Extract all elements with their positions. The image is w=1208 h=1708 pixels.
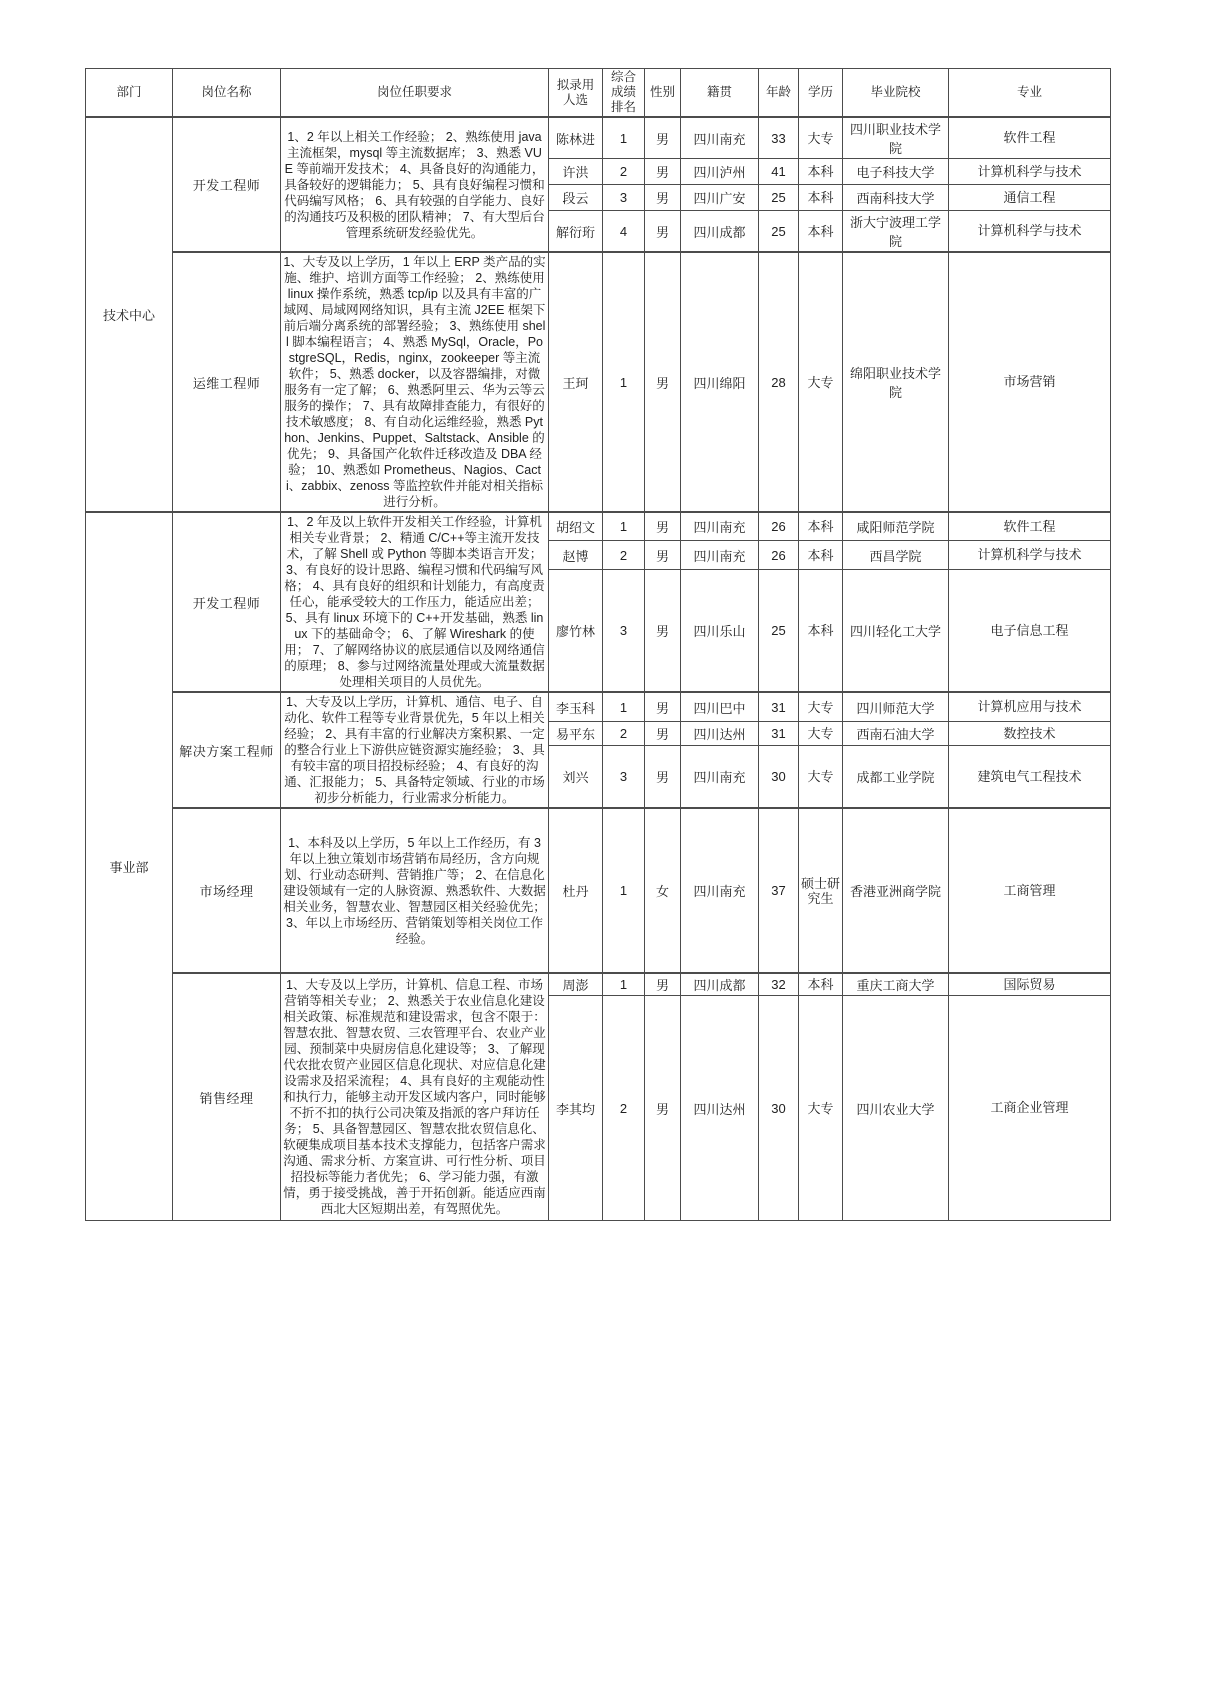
cell-hometown: 四川巴中 — [681, 692, 759, 722]
cell-major: 软件工程 — [949, 512, 1111, 541]
cell-requirements: 1、大专及以上学历，1 年以上 ERP 类产品的实施、维护、培训方面等工作经验； 2、熟练使用 linux 操作系统，熟悉 tcp/ip 以及具有丰富的广域网、局域网网络知识，具有主流 J2EE 框架下前后端分离系统的部署经验； 3、熟练使用 shell 脚本编程语言； 4、熟悉 MySql，Oracle，PostgreSQL，Redis，nginx，zookeeper 等主流软件； 5、熟悉 docker，以及容器编排，对微服务有一定了解； 6、熟悉阿里云、华为云等云服务的操作； 7、具有故障排查能力，有很好的技术敏感度； 8、有自动化运维经验，熟悉 Python、Jenkins、Puppet、Saltstack、Ansible 的优先； 9、具备国产化软件迁移改造及 DBA 经验； 10、熟悉如 Prometheus、Nagios、Cacti、zabbix、zenoss 等监控软件并能对相关指标进行分析。 — [281, 252, 549, 512]
table-row — [86, 973, 1111, 996]
cell-hometown: 四川达州 — [681, 722, 759, 746]
cell-position: 解决方案工程师 — [173, 692, 281, 808]
table-header-row — [86, 69, 1111, 118]
cell-rank: 3 — [603, 185, 645, 211]
cell-school: 香港亚洲商学院 — [843, 808, 949, 973]
cell-major: 工商企业管理 — [949, 996, 1111, 1221]
cell-gender: 男 — [645, 252, 681, 512]
cell-education: 本科 — [799, 541, 843, 570]
cell-rank: 3 — [603, 570, 645, 692]
cell-rank: 1 — [603, 252, 645, 512]
cell-hometown: 四川泸州 — [681, 159, 759, 185]
cell-candidate-name: 杜丹 — [549, 808, 603, 973]
cell-rank: 1 — [603, 117, 645, 159]
cell-gender: 男 — [645, 117, 681, 159]
cell-candidate-name: 李其均 — [549, 996, 603, 1221]
cell-school: 西南科技大学 — [843, 185, 949, 211]
cell-hometown: 四川南充 — [681, 541, 759, 570]
cell-requirements: 1、本科及以上学历，5 年以上工作经历，有 3 年以上独立策划市场营销布局经历，含方向规划、行业动态研判、营销推广等； 2、在信息化建设领域有一定的人脉资源、熟悉软件、大数据相关业务，智慧农业、智慧园区相关经验优先； 3、年以上市场经历、营销策划等相关岗位工作经验。 — [281, 808, 549, 973]
cell-education: 本科 — [799, 570, 843, 692]
cell-gender: 女 — [645, 808, 681, 973]
cell-position: 市场经理 — [173, 808, 281, 973]
col-header-rank: 综合成绩排名 — [603, 69, 645, 118]
cell-candidate-name: 王珂 — [549, 252, 603, 512]
cell-school: 四川农业大学 — [843, 996, 949, 1221]
cell-rank: 1 — [603, 512, 645, 541]
cell-education: 硕士研究生 — [799, 808, 843, 973]
cell-education: 本科 — [799, 512, 843, 541]
cell-age: 32 — [759, 973, 799, 996]
cell-gender: 男 — [645, 159, 681, 185]
cell-rank: 1 — [603, 692, 645, 722]
cell-major: 通信工程 — [949, 185, 1111, 211]
cell-education: 大专 — [799, 692, 843, 722]
cell-age: 41 — [759, 159, 799, 185]
cell-age: 28 — [759, 252, 799, 512]
cell-hometown: 四川乐山 — [681, 570, 759, 692]
col-header-department: 部门 — [86, 69, 173, 118]
cell-rank: 2 — [603, 541, 645, 570]
cell-school: 重庆工商大学 — [843, 973, 949, 996]
cell-gender: 男 — [645, 185, 681, 211]
cell-gender: 男 — [645, 541, 681, 570]
cell-gender: 男 — [645, 746, 681, 808]
col-header-hometown: 籍贯 — [681, 69, 759, 118]
cell-major: 计算机科学与技术 — [949, 159, 1111, 185]
cell-position: 销售经理 — [173, 973, 281, 1221]
cell-gender: 男 — [645, 570, 681, 692]
cell-school: 西南石油大学 — [843, 722, 949, 746]
cell-candidate-name: 段云 — [549, 185, 603, 211]
cell-position: 开发工程师 — [173, 117, 281, 252]
cell-school: 四川职业技术学院 — [843, 117, 949, 159]
cell-major: 数控技术 — [949, 722, 1111, 746]
cell-candidate-name: 周澎 — [549, 973, 603, 996]
cell-candidate-name: 李玉科 — [549, 692, 603, 722]
cell-requirements: 1、2 年以上相关工作经验； 2、熟练使用 java 主流框架，mysql 等主流数据库； 3、熟悉 VUE 等前端开发技术； 4、具备良好的沟通能力，具备较好的逻辑能力； 5、具有良好编程习惯和代码编写风格； 6、具有较强的自学能力、良好的沟通技巧及积极的团队精神； 7、有大型后台管理系统研发经验优先。 — [281, 117, 549, 252]
cell-hometown: 四川成都 — [681, 973, 759, 996]
cell-hometown: 四川绵阳 — [681, 252, 759, 512]
cell-age: 37 — [759, 808, 799, 973]
cell-major: 电子信息工程 — [949, 570, 1111, 692]
cell-gender: 男 — [645, 722, 681, 746]
cell-rank: 2 — [603, 159, 645, 185]
cell-requirements: 1、2 年及以上软件开发相关工作经验，计算机相关专业背景； 2、精通 C/C++等主流开发技术，了解 Shell 或 Python 等脚本类语言开发； 3、有良好的设计思路、编程习惯和代码编写风格； 4、具有良好的组织和计划能力，有高度责任心，能承受较大的工作压力，能适应出差； 5、具有 linux 环境下的 C++开发基础，熟悉 linux 下的基础命令； 6、了解 Wireshark 的使用； 7、了解网络协议的底层通信以及网络通信的原理； 8、参与过网络流量处理或大流量数据处理相关项目的人员优先。 — [281, 512, 549, 692]
cell-school: 电子科技大学 — [843, 159, 949, 185]
cell-major: 国际贸易 — [949, 973, 1111, 996]
cell-rank: 1 — [603, 973, 645, 996]
cell-candidate-name: 胡绍文 — [549, 512, 603, 541]
col-header-age: 年龄 — [759, 69, 799, 118]
cell-school: 四川师范大学 — [843, 692, 949, 722]
cell-major: 计算机应用与技术 — [949, 692, 1111, 722]
cell-candidate-name: 赵博 — [549, 541, 603, 570]
cell-candidate-name: 易平东 — [549, 722, 603, 746]
cell-education: 本科 — [799, 185, 843, 211]
cell-hometown: 四川南充 — [681, 746, 759, 808]
table-row — [86, 117, 1111, 159]
cell-major: 软件工程 — [949, 117, 1111, 159]
cell-education: 大专 — [799, 117, 843, 159]
table-row — [86, 808, 1111, 973]
cell-school: 绵阳职业技术学院 — [843, 252, 949, 512]
cell-education: 大专 — [799, 722, 843, 746]
col-header-gender: 性别 — [645, 69, 681, 118]
cell-major: 计算机科学与技术 — [949, 541, 1111, 570]
cell-age: 26 — [759, 512, 799, 541]
cell-age: 26 — [759, 541, 799, 570]
cell-major: 市场营销 — [949, 252, 1111, 512]
cell-candidate-name: 许洪 — [549, 159, 603, 185]
cell-age: 25 — [759, 185, 799, 211]
cell-education: 本科 — [799, 973, 843, 996]
cell-education: 大专 — [799, 996, 843, 1221]
cell-rank: 1 — [603, 808, 645, 973]
cell-gender: 男 — [645, 996, 681, 1221]
cell-rank: 4 — [603, 211, 645, 253]
cell-requirements: 1、大专及以上学历，计算机、通信、电子、自动化、软件工程等专业背景优先，5 年以上相关经验； 2、具有丰富的行业解决方案积累、一定的整合行业上下游供应链资源实施经验； 3、具有较丰富的项目招投标经验； 4、有良好的沟通、汇报能力； 5、具备特定领域、行业的市场初步分析能力，行业需求分析能力。 — [281, 692, 549, 808]
cell-hometown: 四川南充 — [681, 512, 759, 541]
cell-position: 运维工程师 — [173, 252, 281, 512]
table-row — [86, 252, 1111, 512]
cell-gender: 男 — [645, 973, 681, 996]
col-header-major: 专业 — [949, 69, 1111, 118]
cell-hometown: 四川南充 — [681, 808, 759, 973]
col-header-requirements: 岗位任职要求 — [281, 69, 549, 118]
cell-age: 25 — [759, 570, 799, 692]
cell-age: 31 — [759, 722, 799, 746]
cell-major: 建筑电气工程技术 — [949, 746, 1111, 808]
col-header-school: 毕业院校 — [843, 69, 949, 118]
cell-major: 计算机科学与技术 — [949, 211, 1111, 253]
cell-gender: 男 — [645, 692, 681, 722]
cell-department: 技术中心 — [86, 117, 173, 512]
cell-education: 本科 — [799, 211, 843, 253]
cell-school: 四川轻化工大学 — [843, 570, 949, 692]
cell-school: 浙大宁波理工学院 — [843, 211, 949, 253]
cell-age: 25 — [759, 211, 799, 253]
cell-hometown: 四川南充 — [681, 117, 759, 159]
cell-school: 西昌学院 — [843, 541, 949, 570]
col-header-position: 岗位名称 — [173, 69, 281, 118]
cell-candidate-name: 陈林进 — [549, 117, 603, 159]
cell-education: 大专 — [799, 746, 843, 808]
table-row — [86, 512, 1111, 541]
cell-education: 大专 — [799, 252, 843, 512]
cell-candidate-name: 解衍珩 — [549, 211, 603, 253]
cell-rank: 2 — [603, 996, 645, 1221]
cell-education: 本科 — [799, 159, 843, 185]
cell-position: 开发工程师 — [173, 512, 281, 692]
recruitment-table — [85, 68, 1111, 1221]
cell-hometown: 四川达州 — [681, 996, 759, 1221]
cell-department: 事业部 — [86, 512, 173, 1221]
cell-candidate-name: 廖竹林 — [549, 570, 603, 692]
col-header-education: 学历 — [799, 69, 843, 118]
cell-hometown: 四川成都 — [681, 211, 759, 253]
cell-school: 咸阳师范学院 — [843, 512, 949, 541]
table-row — [86, 692, 1111, 722]
col-header-candidate: 拟录用人选 — [549, 69, 603, 118]
cell-age: 30 — [759, 746, 799, 808]
cell-gender: 男 — [645, 512, 681, 541]
cell-candidate-name: 刘兴 — [549, 746, 603, 808]
cell-age: 30 — [759, 996, 799, 1221]
cell-gender: 男 — [645, 211, 681, 253]
cell-requirements: 1、大专及以上学历，计算机、信息工程、市场营销等相关专业； 2、熟悉关于农业信息化建设相关政策、标准规范和建设需求，包含不限于：智慧农批、智慧农贸、三农管理平台、农业产业园、预制菜中央厨房信息化建设等； 3、了解现代农批农贸产业园区信息化现状、对应信息化建设需求及招采流程； 4、具有良好的主观能动性和执行力，能够主动开发区域内客户，同时能够不折不扣的执行公司决策及指派的客户拜访任务； 5、具备智慧园区、智慧农批农贸信息化、软硬集成项目基本技术支撑能力，包括客户需求沟通、需求分析、方案宣讲、可行性分析、项目招投标等能力者优先； 6、学习能力强，有激情，勇于接受挑战，善于开拓创新。能适应西南西北大区短期出差，有驾照优先。 — [281, 973, 549, 1221]
cell-rank: 2 — [603, 722, 645, 746]
cell-rank: 3 — [603, 746, 645, 808]
cell-age: 31 — [759, 692, 799, 722]
cell-hometown: 四川广安 — [681, 185, 759, 211]
cell-school: 成都工业学院 — [843, 746, 949, 808]
cell-age: 33 — [759, 117, 799, 159]
cell-major: 工商管理 — [949, 808, 1111, 973]
